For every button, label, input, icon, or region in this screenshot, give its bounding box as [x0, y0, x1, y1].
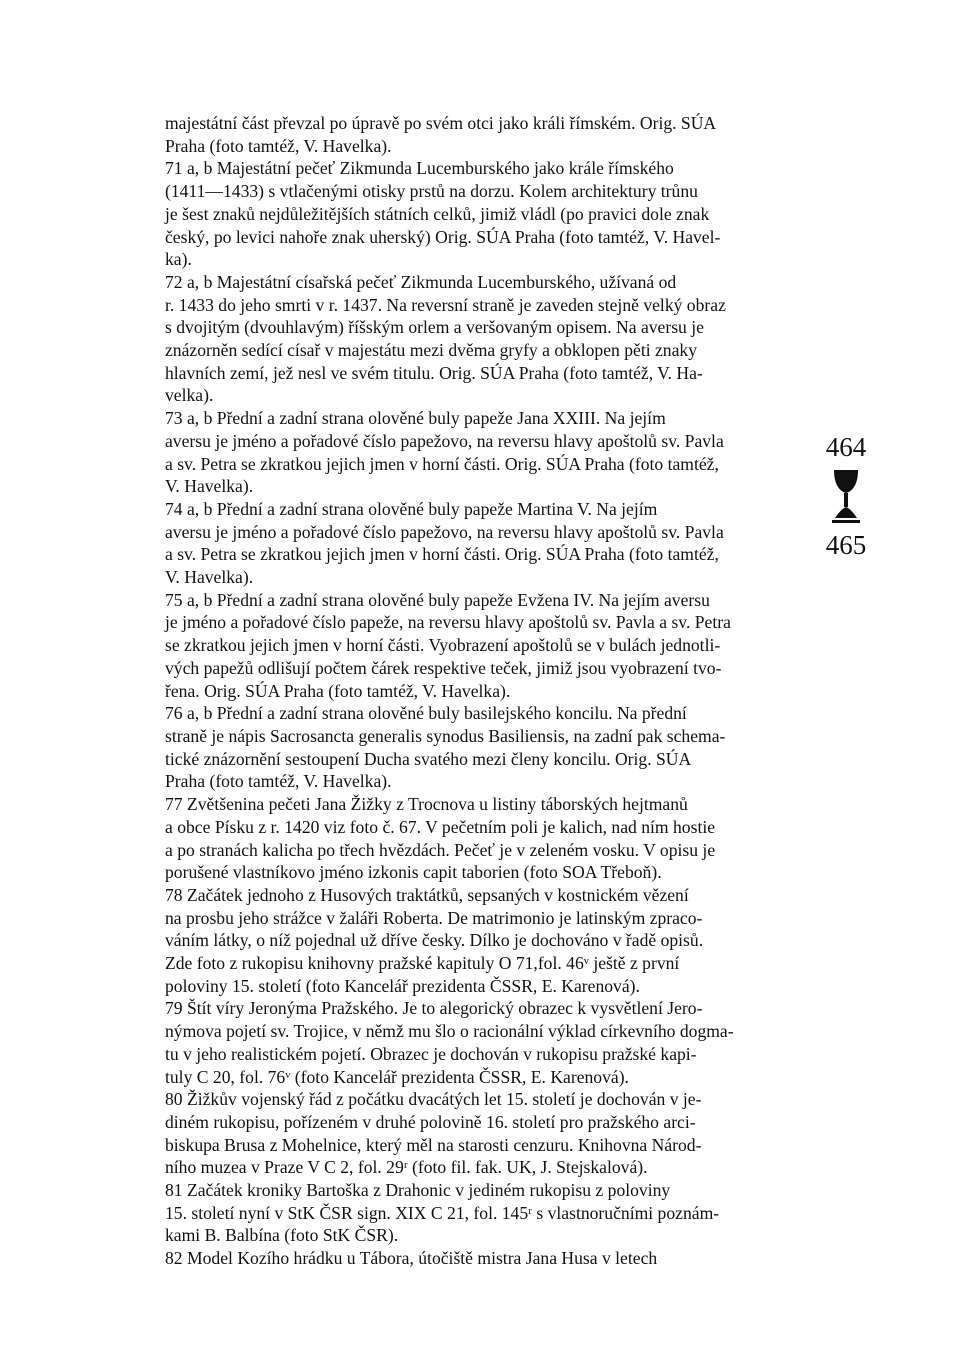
text-line: a sv. Petra se zkratkou jejich jmen v horní části. Orig. SÚA Praha (foto tamtéž, [165, 544, 719, 565]
text-line: 82 Model Kozího hrádku u Tábora, útočiště mistra Jana Husa v letech [165, 1248, 658, 1269]
text-line: 80 Žižkův vojenský řád z počátku dvacátých let 15. století je dochován v je- [165, 1089, 702, 1110]
text-line: poloviny 15. století (foto Kancelář prezidenta ČSSR, E. Karenová). [165, 975, 640, 996]
text-line: biskupa Brusa z Mohelnice, který měl na starosti cenzuru. Knihovna Národ- [165, 1134, 702, 1155]
text-line: velka). [165, 385, 214, 406]
text-line: s dvojitým (dvouhlavým) říšským orlem a veršovaným opisem. Na aversu je [165, 317, 704, 338]
text-line: (1411—1433) s vtlačenými otisky prstů na dorzu. Kolem architektury trůnu [165, 181, 698, 202]
text-line: a po stranách kalicha po třech hvězdách. Pečeť je v zeleném vosku. V opisu je [165, 839, 716, 860]
text-line: majestátní část převzal po úpravě po svém otci jako králi římském. Orig. SÚA [165, 113, 717, 133]
text-line: Praha (foto tamtéž, V. Havelka). [165, 135, 392, 156]
text-line: diném rukopisu, pořízeném v druhé polovině 16. století pro pražského arci- [165, 1111, 696, 1132]
text-line: je jméno a pořadové číslo papeže, na reversu hlavy apoštolů sv. Pavla a sv. Petra [165, 612, 731, 633]
text-line: straně je nápis Sacrosancta generalis synodus Basiliensis, na zadní pak schema- [165, 725, 726, 746]
text-line: kami B. Balbína (foto StK ČSR). [165, 1225, 399, 1246]
text-line: ního muzea v Praze V C 2, fol. 29ʳ (foto fil. fak. UK, J. Stejskalová). [165, 1157, 648, 1178]
text-line: aversu je jméno a pořadové číslo papežovo, na reversu hlavy apoštolů sv. Pavla [165, 430, 724, 451]
text-line: 81 Začátek kroniky Bartoška z Drahonic v jediném rukopisu z poloviny [165, 1180, 671, 1201]
text-line: a obce Písku z r. 1420 viz foto č. 67. V pečetním poli je kalich, nad ním hostie [165, 816, 716, 837]
text-line: 74 a, b Přední a zadní strana olověné buly papeže Martina V. Na jejím [165, 498, 658, 519]
text-line: V. Havelka). [165, 476, 254, 497]
text-line: tu v jeho realistickém pojetí. Obrazec je dochován v rukopisu pražské kapi- [165, 1043, 697, 1064]
page-number-right: 465 [825, 530, 867, 560]
text-line: Praha (foto tamtéž, V. Havelka). [165, 771, 392, 792]
text-line: a sv. Petra se zkratkou jejich jmen v horní části. Orig. SÚA Praha (foto tamtéž, [165, 453, 719, 474]
text-line: r. 1433 do jeho smrti v r. 1437. Na reversní straně je zaveden stejně velký obraz [165, 294, 726, 315]
text-line: 72 a, b Majestátní císařská pečeť Zikmunda Lucemburského, užívaná od [165, 271, 677, 292]
text-line: ka). [165, 249, 192, 270]
text-line: 71 a, b Majestátní pečeť Zikmunda Lucemburského jako krále římského [165, 158, 674, 179]
text-line: nýmova pojetí sv. Trojice, v němž mu šlo o racionální výklad církevního dogma- [165, 1021, 734, 1042]
text-line: 15. století nyní v StK ČSR sign. XIX C 21, fol. 145ʳ s vlastnoručními poznám- [165, 1202, 720, 1223]
text-line: aversu je jméno a pořadové číslo papežovo, na reversu hlavy apoštolů sv. Pavla [165, 521, 724, 542]
text-line: 77 Zvětšenina pečeti Jana Žižky z Trocnova u listiny táborských hejtmanů [165, 794, 688, 815]
text-line: 75 a, b Přední a zadní strana olověné buly papeže Evžena IV. Na jejím aversu [165, 589, 710, 610]
text-line: vých papežů odlišují počtem čárek respektive teček, jimiž jsou vyobrazení tvo- [165, 657, 722, 678]
page-number-left: 464 [825, 432, 867, 462]
text-line: 73 a, b Přední a zadní strana olověné buly papeže Jana XXIII. Na jejím [165, 408, 666, 429]
text-line: tuly C 20, fol. 76ᵛ (foto Kancelář prezidenta ČSSR, E. Karenová). [165, 1066, 629, 1087]
text-line: na prosbu jeho strážce v žaláři Roberta. De matrimonio je latinským zpraco- [165, 907, 703, 928]
text-line: 79 Štít víry Jeronýma Pražského. Je to alegorický obrazec k vysvětlení Jero- [165, 998, 703, 1019]
text-line: váním látky, o níž pojednal už dříve česky. Dílko je dochováno v řadě opisů. [165, 930, 704, 951]
caption-text-block [165, 112, 787, 1270]
page-number-marker [818, 432, 874, 560]
text-line: Zde foto z rukopisu knihovny pražské kapituly O 71,fol. 46ᵛ ještě z první [165, 953, 680, 974]
text-line: český, po levici nahoře znak uherský) Orig. SÚA Praha (foto tamtéž, V. Havel- [165, 226, 721, 247]
text-line: znázorněn sedící císař v majestátu mezi dvěma gryfy a obklopen pěti znaky [165, 340, 698, 361]
text-line: porušené vlastníkovo jméno izkonis capit taborien (foto SOA Třeboň). [165, 862, 662, 883]
text-line: řena. Orig. SÚA Praha (foto tamtéž, V. Havelka). [165, 680, 511, 701]
text-line: hlavních zemí, jež nesl ve svém titulu. Orig. SÚA Praha (foto tamtéž, V. Ha- [165, 362, 703, 383]
text-line: 78 Začátek jednoho z Husových traktátků, sepsaných v kostnickém vězení [165, 884, 689, 905]
chalice-icon [818, 468, 874, 526]
text-line: se zkratkou jejich jmen v horní části. Vyobrazení apoštolů se v bulách jednotli- [165, 635, 721, 656]
text-line: 76 a, b Přední a zadní strana olověné buly basilejského koncilu. Na přední [165, 703, 687, 724]
text-line: V. Havelka). [165, 567, 254, 588]
text-line: je šest znaků nejdůležitějších státních celků, jimiž vládl (po pravici dole znak [165, 203, 710, 224]
text-line: tické znázornění sestoupení Ducha svatého mezi členy koncilu. Orig. SÚA [165, 748, 692, 769]
